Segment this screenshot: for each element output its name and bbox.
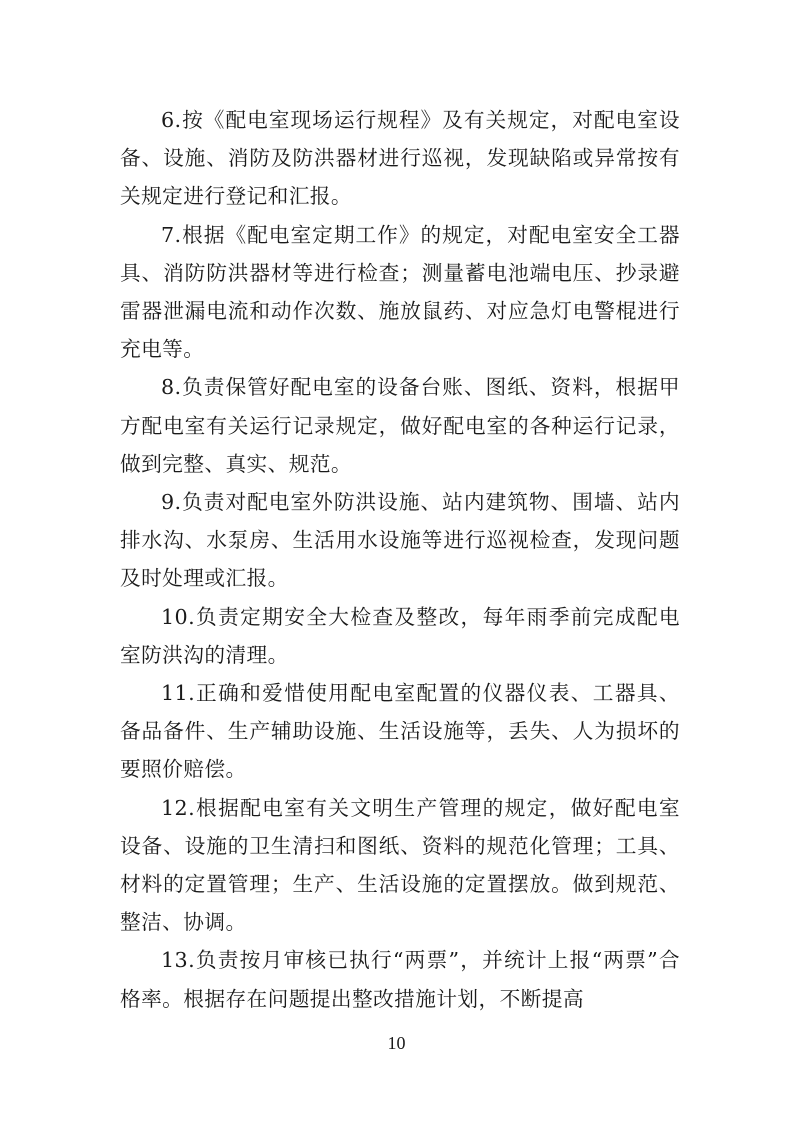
paragraph-item-13: 13.负责按月审核已执行“两票”，并统计上报“两票”合格率。根据存在问题提出整改措施计划，不断提高 [120, 948, 680, 1011]
page-number: 10 [387, 1033, 406, 1053]
paragraph-item-7: 7.根据《配电室定期工作》的规定，对配电室安全工器具、消防防洪器材等进行检查；测量蓄电池端电压、抄录避雷器泄漏电流和动作次数、施放鼠药、对应急灯电警棍进行充电等。 [120, 222, 680, 362]
paragraph-item-9: 9.负责对配电室外防洪设施、站内建筑物、围墙、站内排水沟、水泵房、生活用水设施等进行巡视检查，发现问题及时处理或汇报。 [120, 490, 680, 591]
paragraph-item-12: 12.根据配电室有关文明生产管理的规定，做好配电室设备、设施的卫生清扫和图纸、资料的规范化管理；工具、材料的定置管理；生产、生活设施的定置摆放。做到规范、整洁、协调。 [120, 795, 680, 935]
paragraph-item-8: 8.负责保管好配电室的设备台账、图纸、资料，根据甲方配电室有关运行记录规定，做好配电室的各种运行记录，做到完整、真实、规范。 [120, 375, 680, 476]
paragraph-item-11: 11.正确和爱惜使用配电室配置的仪器仪表、工器具、备品备件、生产辅助设施、生活设施等，丢失、人为损坏的要照价赔偿。 [120, 681, 680, 782]
paragraph-item-10: 10.负责定期安全大检查及整改，每年雨季前完成配电室防洪沟的清理。 [120, 604, 680, 667]
paragraph-item-6: 6.按《配电室现场运行规程》及有关规定，对配电室设备、设施、消防及防洪器材进行巡视，发现缺陷或异常按有关规定进行登记和汇报。 [120, 108, 680, 209]
body-text [120, 101, 680, 1018]
